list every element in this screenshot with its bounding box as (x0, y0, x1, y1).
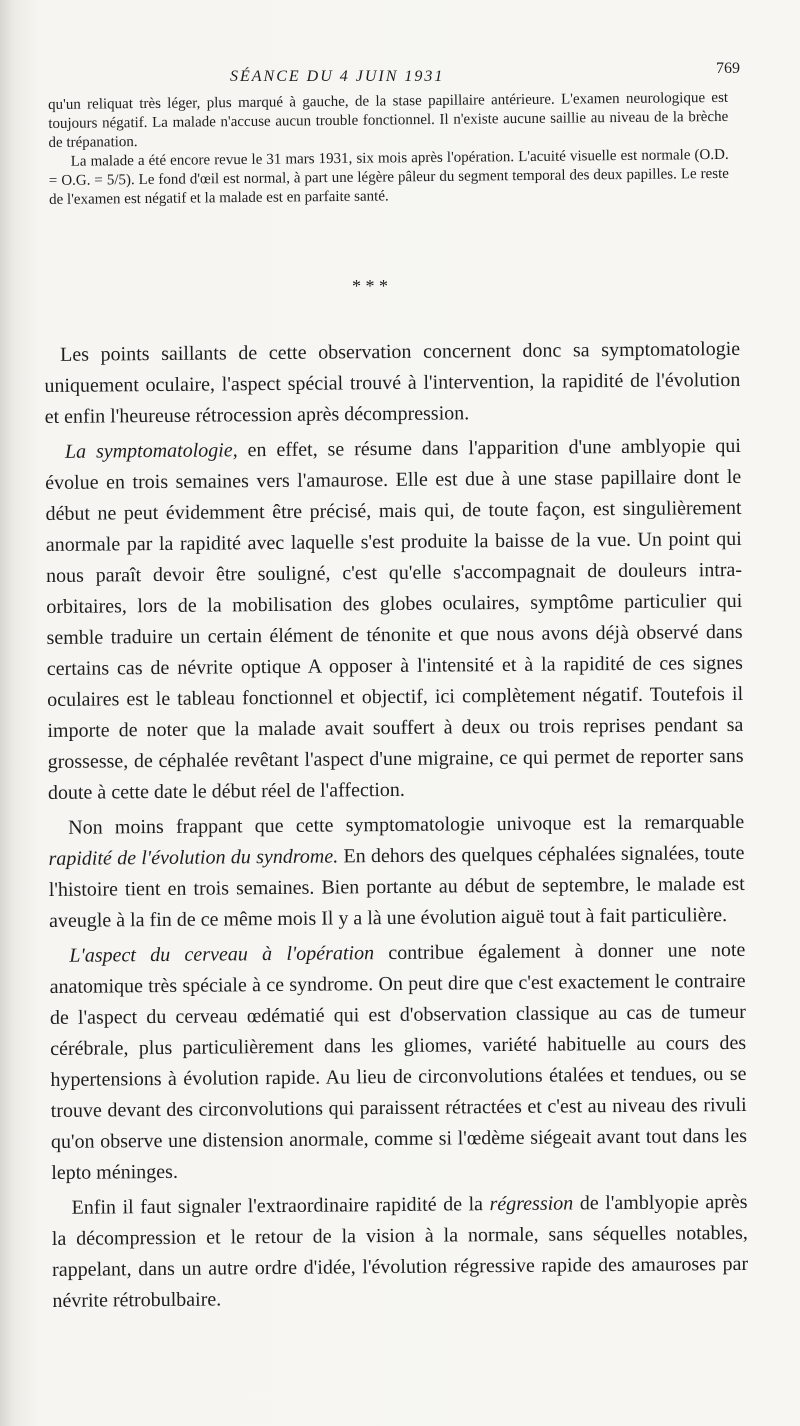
running-head: SÉANCE DU 4 JUIN 1931 (230, 68, 445, 85)
page-header (0, 60, 800, 90)
emphasis: régression (489, 1192, 574, 1216)
body-text-run: de l'amblyopie après la décompression et le retour de la vision à la normale, sans séquelles notables, rappelant, dans un autre ordre d'idée, l'évolution régressive rapide des amauroses par névrite rétrobulbaire. (51, 1190, 749, 1312)
body-text-run: contribue également à donner une note anatomique très spéciale à ce syndrome. On peut dire que c'est exactement le contraire de l'aspect du cerveau œdématié qui est d'observation classique au cas de tumeur cérébrale, plus particulièrement dans les gliomes, variété habituelle au cours des hypertensions à évolution rapide. Au lieu de circonvolutions étalées et tendues, ou se trouve devant des circonvolutions qui paraissent rétractées et c'est au niveau des rivuli qu'on observe une distension anormale, comme si l'œdème siégeait avant tout dans les lepto méninges. (49, 938, 748, 1184)
case-note-paragraph: qu'un reliquat très léger, plus marqué à gauche, de la stase papillaire antérieure. L'examen neurologique est toujours négatif. La malade n'accuse aucun trouble fonctionnel. Il n'existe aucune saillie au niveau de la brèche de trépanation. (48, 89, 729, 151)
body-paragraph (45, 431, 744, 809)
body-text-run: Enfin il faut signaler l'extraordinaire rapidité de la (71, 1193, 490, 1219)
body-paragraph (49, 935, 747, 1189)
emphasis: rapidité de l'évolution du syndrome. (48, 845, 339, 870)
body-text-run: en effet, se résume dans l'apparition d'une amblyopie qui évolue en trois semaines vers l'amaurose. Elle est due à une stase papillaire dont le début ne peut évidemment être précisé, mais qui, de toute façon, est singulièrement anormale par la rapidité avec laquelle s'est produite la baisse de la vue. Un point qui nous paraît devoir être souligné, c'est qu'elle s'accompagnait de douleurs intra-orbitaires, lors de la mobilisation des globes oculaires, symptôme particulier qui semble traduire un certain élément de ténonite et que nous avons déjà observé dans certains cas de névrite optique A opposer à l'intensité et à la rapidité de ces signes oculaires est le tableau fonctionnel et objectif, ici complètement négatif. Toutefois il importe de noter que la malade avait souffert à deux ou trois reprises pendant sa grossesse, de céphalée revêtant l'aspect d'une migraine, ce qui permet de reporter sans doute à cette date le début réel de l'affection. (45, 434, 744, 804)
section-separator: * * * (352, 276, 388, 296)
discussion-text (44, 334, 749, 1321)
body-paragraph: Les points saillants de cette observation concernent donc sa symptomatologie uniquement oculaire, l'aspect spécial trouvé à l'intervention, la rapidité de l'évolution et enfin l'heureuse rétrocession après décompression. (44, 337, 741, 428)
case-note-paragraph: La malade a été encore revue le 31 mars 1931, six mois après l'opération. L'acuité visuelle est normale (O.D. = O.G. = 5/5). Le fond d'œil est normal, à part une légère pâleur du segment temporal des deux papilles. Le reste de l'examen est négatif et la malade est en parfaite santé. (48, 146, 729, 208)
page-number: 769 (716, 60, 740, 77)
body-text-run: En dehors des quelques céphalées signalées, toute l'histoire tient en trois semaines. Bien portante au début de septembre, le malade est aveugle à la fin de ce même mois Il y a là une évolution aiguë tout à fait particulière. (48, 841, 745, 932)
body-paragraph (48, 807, 745, 937)
body-text-run: Non moins frappant que cette symptomatologie univoque est la remarquable (68, 810, 745, 839)
case-notes (48, 89, 729, 210)
emphasis: L'aspect du cerveau à l'opération (69, 942, 375, 967)
emphasis: La symptomatologie, (64, 439, 238, 463)
body-paragraph (51, 1187, 748, 1317)
